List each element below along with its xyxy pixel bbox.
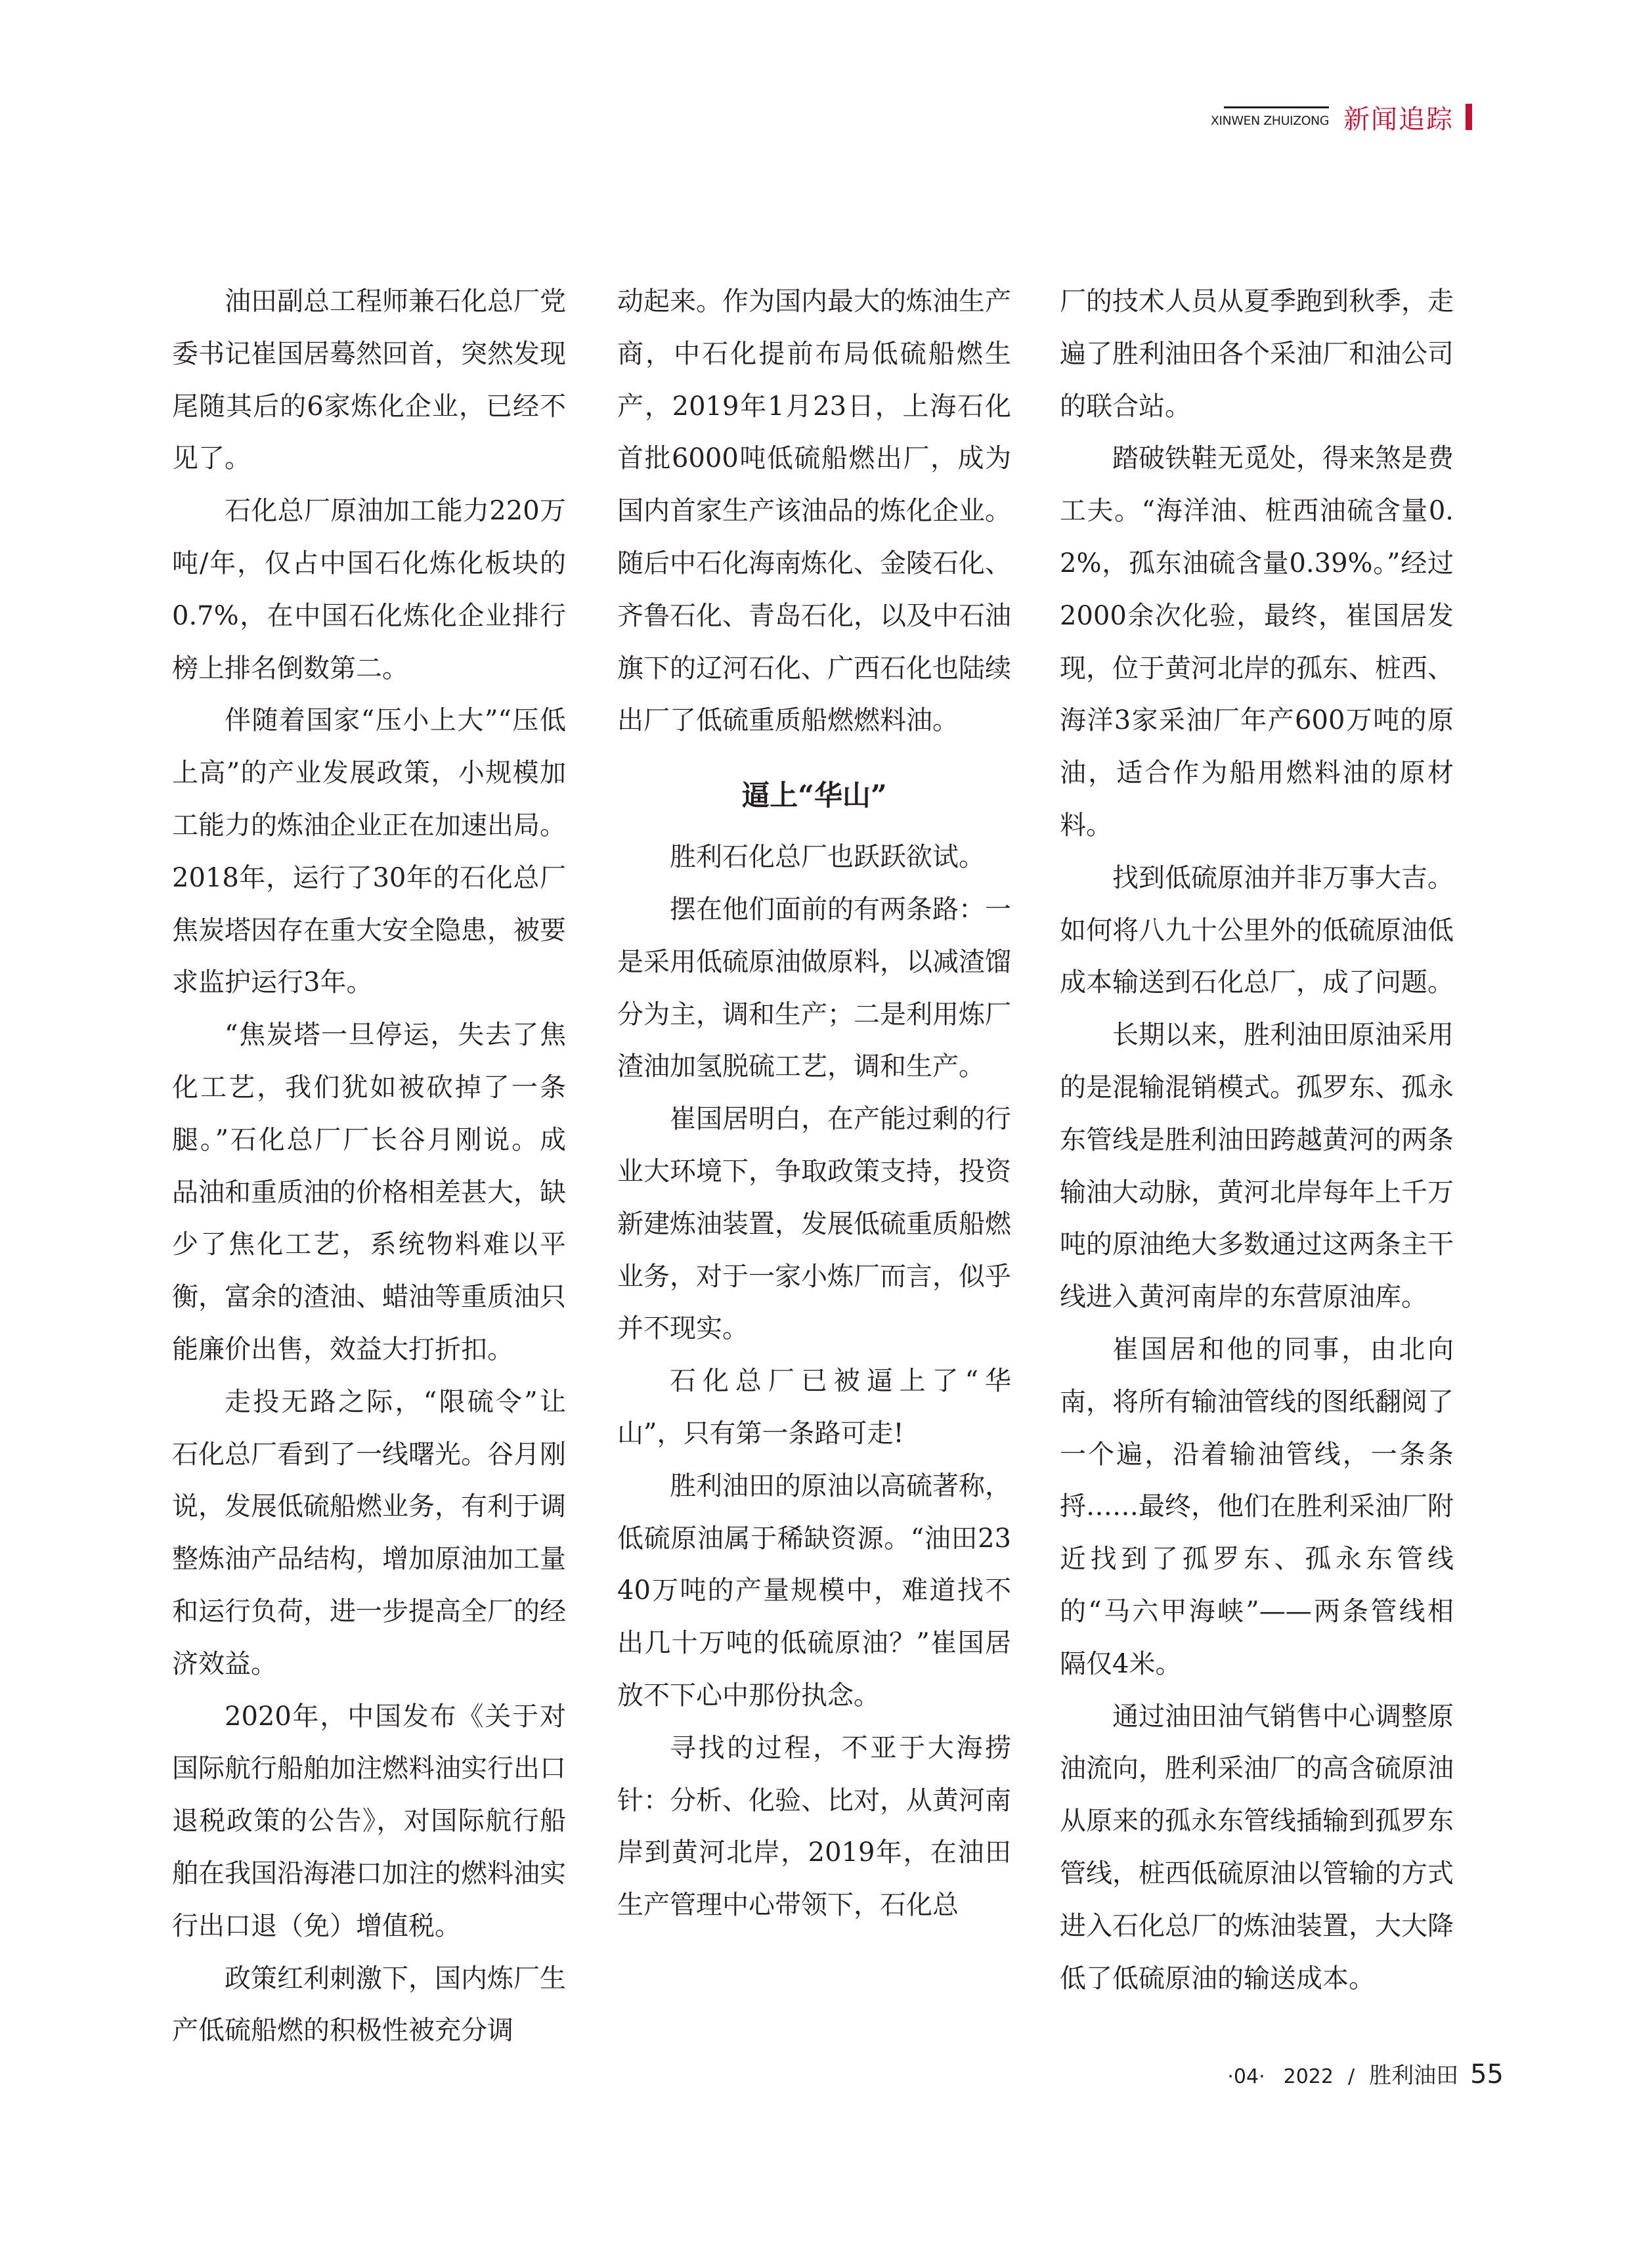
paragraph: 石化总厂已被逼上了“华山”，只有第一条路可走! (617, 1366, 1011, 1449)
paragraph: 走投无路之际，“限硫令”让石化总厂看到了一线曙光。谷月刚说，发展低硫船燃业务，有利于调整炼油产品结构，增加原油加工量和运行负荷，进一步提高全厂的经济效益。 (172, 1386, 566, 1679)
page-number: 55 (1470, 2059, 1504, 2090)
section-title: 新闻追踪 (1343, 104, 1454, 135)
paragraph: 石化总厂原油加工能力220万吨/年，仅占中国石化炼化板块的0.7%，在中国石化炼化企业排行榜上排名倒数第二。 (172, 496, 566, 684)
section-subheading: 逼上“华山” (741, 779, 887, 813)
page-footer (1227, 2057, 1504, 2090)
paragraph-continued: 动起来。作为国内最大的炼油生产商，中石化提前布局低硫船燃生产，2019年1月23日，上海石化首批6000吨低硫船燃出厂，成为国内首家生产该油品的炼化企业。随后中石化海南炼化、金陵石化、齐鲁石化、青岛石化，以及中石油旗下的辽河石化、广西石化也陆续出厂了低硫重质船燃燃料油。 (617, 286, 1011, 736)
issue-year: 2022 (1283, 2065, 1334, 2088)
paragraph: “焦炭塔一旦停运，失去了焦化工艺，我们犹如被砍掉了一条腿。”石化总厂厂长谷月刚说。成品油和重质油的价格相差甚大，缺少了焦化工艺，系统物料难以平衡，富余的渣油、蜡油等重质油只能廉价出售，效益大打折扣。 (172, 1020, 566, 1365)
section-header (1211, 93, 1472, 141)
paragraph: 找到低硫原油并非万事大吉。如何将八九十公里外的低硫原油低成本输送到石化总厂，成了问题。 (1060, 862, 1454, 998)
section-pinyin: XINWEN ZHUIZONG (1210, 113, 1329, 128)
issue-number: ·04· (1227, 2065, 1265, 2088)
paragraph: 长期以来，胜利油田原油采用的是混输混销模式。孤罗东、孤永东管线是胜利油田跨越黄河的两条输油大动脉，黄河北岸每年上千万吨的原油绝大多数通过这两条主干线进入黄河南岸的东营原油库。 (1060, 1020, 1454, 1313)
article-column-3 (1060, 276, 1454, 2005)
paragraph: 寻找的过程，不亚于大海捞针：分析、化验、比对，从黄河南岸到黄河北岸，2019年，在油田生产管理中心带领下，石化总 (617, 1732, 1011, 1921)
article-column-2 (617, 276, 1011, 1932)
footer-separator: / (1347, 2065, 1355, 2088)
article-column-1 (172, 276, 566, 2057)
paragraph-continued: 厂的技术人员从夏季跑到秋季，走遍了胜利油田各个采油厂和油公司的联合站。 (1060, 286, 1454, 422)
paragraph: 摆在他们面前的有两条路：一是采用低硫原油做原料，以减渣馏分为主，调和生产；二是利用炼厂渣油加氢脱硫工艺，调和生产。 (617, 894, 1011, 1082)
section-marker-bar (1466, 104, 1472, 130)
paragraph: 通过油田油气销售中心调整原油流向，胜利采油厂的高含硫原油从原来的孤永东管线插输到孤罗东管线，桩西低硫原油以管输的方式进入石化总厂的炼油装置，大大降低了低硫原油的输送成本。 (1060, 1701, 1454, 1994)
paragraph: 伴随着国家“压小上大”“压低上高”的产业发展政策，小规模加工能力的炼油企业正在加速出局。2018年，运行了30年的石化总厂焦炭塔因存在重大安全隐患，被要求监护运行3年。 (172, 705, 566, 998)
paragraph: 崔国居和他的同事，由北向南，将所有输油管线的图纸翻阅了一个遍，沿着输油管线，一条条捋……最终，他们在胜利采油厂附近找到了孤罗东、孤永东管线的“马六甲海峡”——两条管线相隔仅4米。 (1060, 1334, 1454, 1679)
paragraph: 崔国居明白，在产能过剩的行业大环境下，争取政策支持，投资新建炼油装置，发展低硫重质船燃业务，对于一家小炼厂而言，似乎并不现实。 (617, 1104, 1011, 1344)
paragraph: 踏破铁鞋无觅处，得来煞是费工夫。“海洋油、桩西油硫含量0.2%，孤东油硫含量0.39%。”经过2000余次化验，最终，崔国居发现，位于黄河北岸的孤东、桩西、海洋3家采油厂年产600万吨的原油，适合作为船用燃料油的原材料。 (1060, 443, 1454, 841)
magazine-name: 胜利油田 (1369, 2063, 1459, 2089)
paragraph: 油田副总工程师兼石化总厂党委书记崔国居蓦然回首，突然发现尾随其后的6家炼化企业，已经不见了。 (172, 286, 566, 474)
paragraph: 政策红利刺激下，国内炼厂生产低硫船燃的积极性被充分调 (172, 1963, 566, 2046)
header-rule (1224, 106, 1329, 108)
paragraph: 胜利油田的原油以高硫著称，低硫原油属于稀缺资源。“油田2340万吨的产量规模中，难道找不出几十万吨的低硫原油？”崔国居放不下心中那份执念。 (617, 1470, 1011, 1711)
section-pinyin-block (1211, 106, 1329, 128)
paragraph: 胜利石化总厂也跃跃欲试。 (670, 842, 985, 873)
paragraph: 2020年，中国发布《关于对国际航行船舶加注燃料油实行出口退税政策的公告》，对国际航行船舶在我国沿海港口加注的燃料油实行出口退（免）增值税。 (172, 1701, 566, 1941)
